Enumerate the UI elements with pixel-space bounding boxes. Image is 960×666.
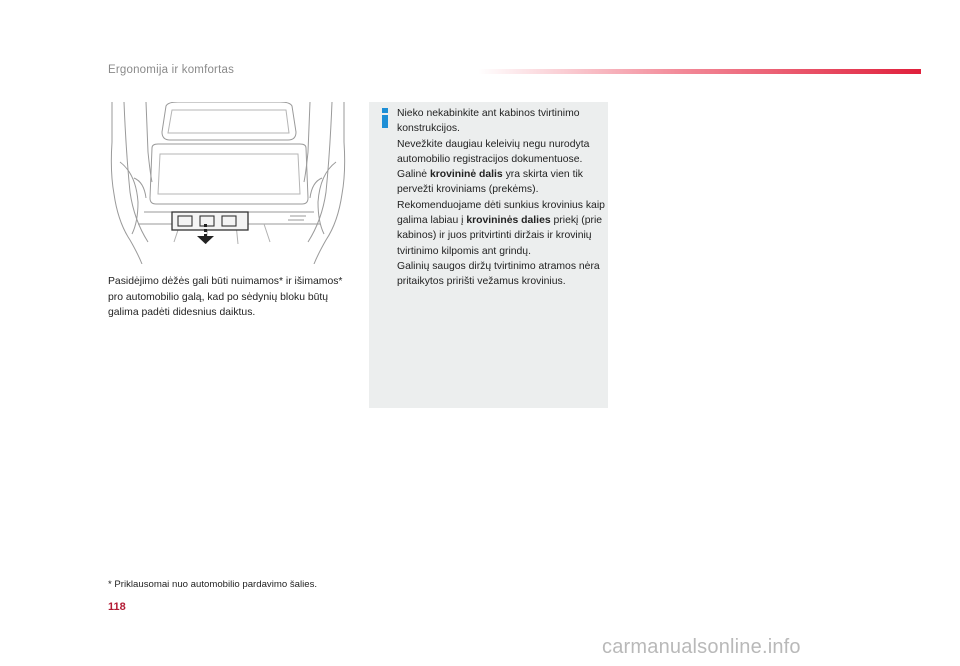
info-line-2: Nevežkite daugiau keleivių negu nurodyta automobilio registracijos dokumentuose. bbox=[397, 138, 590, 165]
info-line-4-pre: Rekomenduojame dėti sunkius krovinius kaip galima labiau į bbox=[397, 199, 605, 227]
section-title: Ergonomija ir komfortas bbox=[108, 64, 235, 76]
cargo-box-diagram-icon bbox=[108, 102, 348, 264]
info-line-3-bold: krovininė dalis bbox=[429, 169, 503, 181]
info-line-3-post: yra skirta vien tik pervežti kroviniams (prekėms). bbox=[397, 169, 583, 196]
footnote: * Priklausomai nuo automobilio pardavimo šalies. bbox=[108, 579, 318, 590]
header-accent-rule bbox=[478, 69, 921, 74]
info-line-5: Galinių saugos diržų tvirtinimo atramos nėra pritaikytos pririšti vežamus krovinius. bbox=[397, 260, 600, 288]
info-line-1: Nieko nekabinkite ant kabinos tvirtinimo konstrukcijos. bbox=[397, 108, 580, 135]
info-line-3-pre: Galinė bbox=[397, 169, 430, 181]
info-line-4-post: priekį (prie kabinos) ir juos pritvirtinti diržais ir krovinių tvirtinimo kilpomis ant grindų. bbox=[397, 215, 603, 257]
cargo-box-diagram bbox=[108, 102, 348, 264]
page-number: 118 bbox=[108, 601, 126, 613]
watermark-link[interactable]: carmanualsonline.info bbox=[602, 636, 801, 658]
info-icon bbox=[379, 108, 391, 128]
info-text bbox=[397, 106, 607, 290]
body-paragraph: Pasidėjimo dėžės gali būti nuimamos* ir išimamos* pro automobilio galą, kad po sėdynių bloku būtų galima padėti didesnius daiktus. bbox=[108, 276, 343, 318]
info-box bbox=[369, 102, 608, 408]
info-line-4-bold: krovininės dalies bbox=[466, 215, 551, 227]
